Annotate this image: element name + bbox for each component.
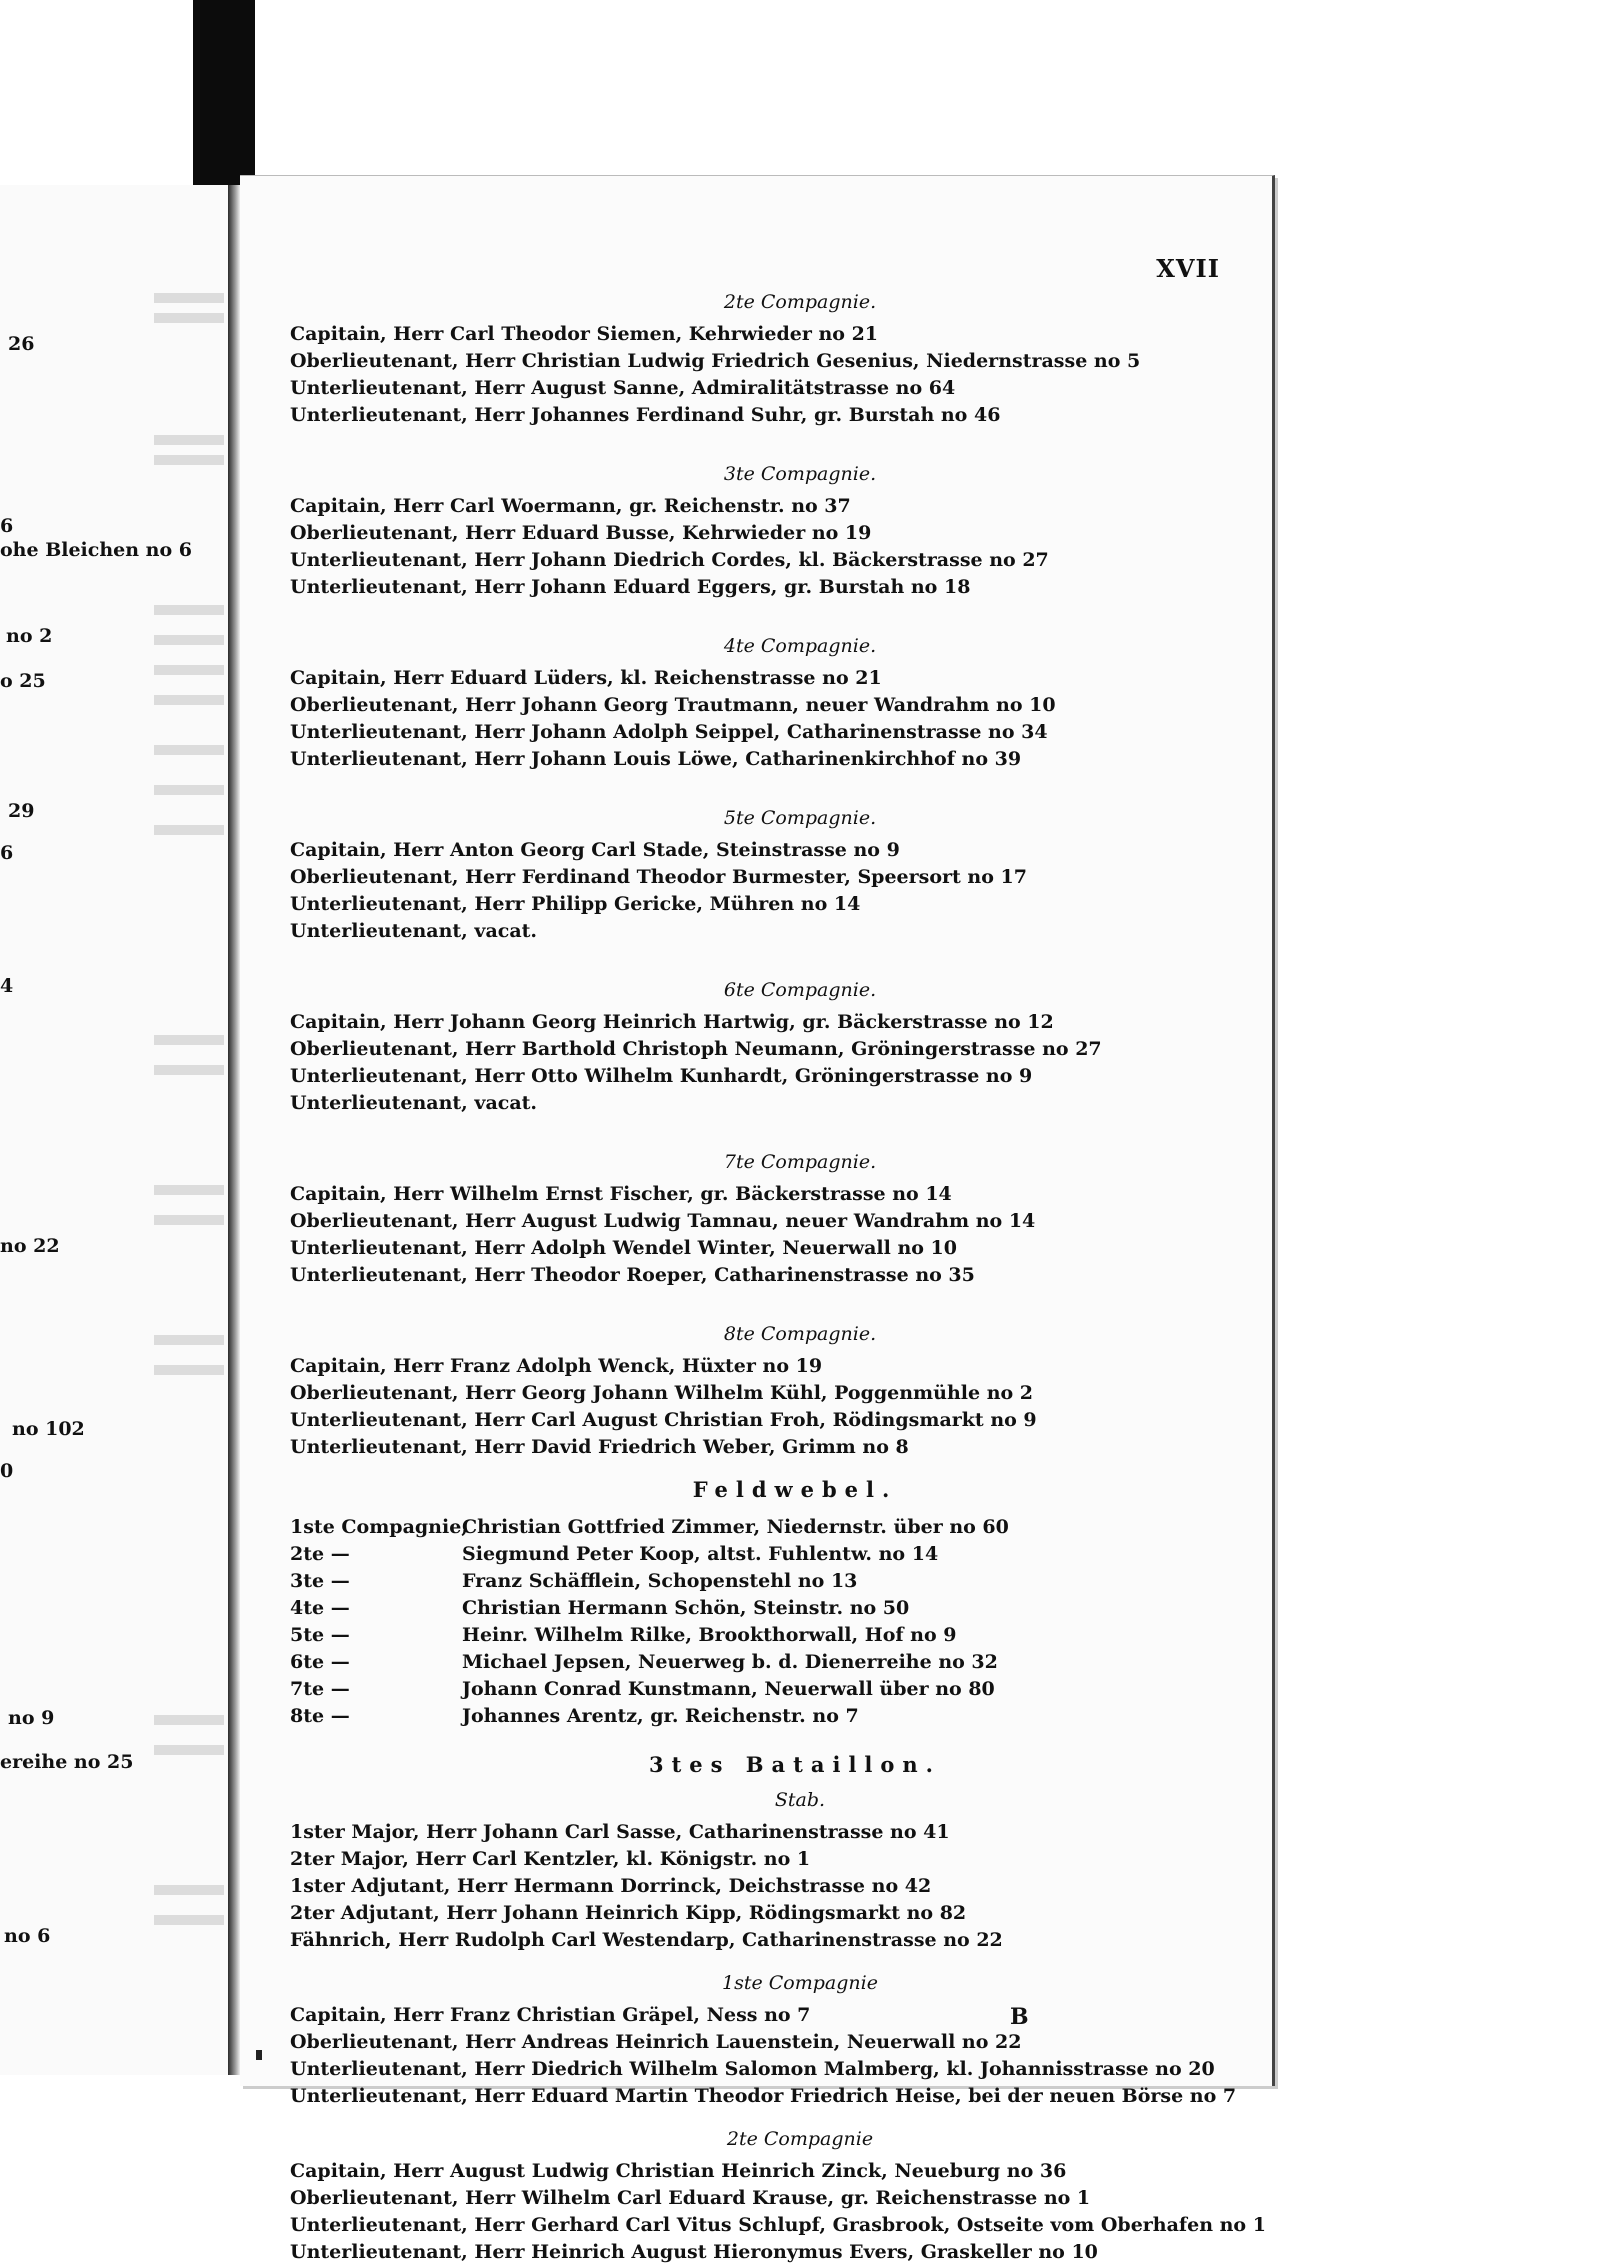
page-content xyxy=(290,291,1266,2266)
officer-entry: Oberlieutenant, Herr Christian Ludwig Friedrich Gesenius, Niedernstrasse no 5 xyxy=(290,350,1141,372)
company-list-b xyxy=(290,1789,1266,2266)
company-list-a xyxy=(290,291,1250,1461)
feldwebel-entry xyxy=(290,1622,1250,1649)
officer-entry: Unterlieutenant, vacat. xyxy=(290,920,538,942)
officer-entry: Unterlieutenant, Herr Johann Louis Löwe, Catharinenkirchhof no 39 xyxy=(290,748,1022,770)
officer-entry: Unterlieutenant, Herr August Sanne, Admiralitätstrasse no 64 xyxy=(290,377,956,399)
feldwebel-company: 5te — xyxy=(290,1624,350,1646)
page-edge-mark xyxy=(256,2050,262,2060)
officer-entry: Capitain, Herr Wilhelm Ernst Fischer, gr. Bäckerstrasse no 14 xyxy=(290,1183,952,1205)
officer-entry: Oberlieutenant, Herr Johann Georg Trautmann, neuer Wandrahm no 10 xyxy=(290,694,1056,716)
officer-entry: Capitain, Herr Anton Georg Carl Stade, Steinstrasse no 9 xyxy=(290,839,900,861)
feldwebel-list xyxy=(290,1514,1250,1730)
officer-entry: Unterlieutenant, Herr Heinrich August Hieronymus Evers, Graskeller no 10 xyxy=(290,2241,1098,2263)
facing-page-fragment: 0 xyxy=(0,1460,14,1482)
officer-entry: Unterlieutenant, Herr Diedrich Wilhelm Salomon Malmberg, kl. Johannisstrasse no 20 xyxy=(290,2058,1215,2080)
feldwebel-name-address: Heinr. Wilhelm Rilke, Brookthorwall, Hof no 9 xyxy=(462,1624,957,1646)
feldwebel-company: 6te — xyxy=(290,1651,350,1673)
feldwebel-name-address: Christian Gottfried Zimmer, Niedernstr. über no 60 xyxy=(462,1516,1009,1538)
company-heading: Stab. xyxy=(774,1789,826,1811)
facing-page-fragment: 6 xyxy=(0,515,14,537)
officer-entry: Unterlieutenant, Herr David Friedrich Weber, Grimm no 8 xyxy=(290,1436,909,1458)
company-heading: 8te Compagnie. xyxy=(723,1323,877,1345)
officer-entry: 2ter Adjutant, Herr Johann Heinrich Kipp, Rödingsmarkt no 82 xyxy=(290,1902,967,1924)
company-heading: 3te Compagnie. xyxy=(723,463,877,485)
feldwebel-company: 4te — xyxy=(290,1597,350,1619)
company-heading: 2te Compagnie xyxy=(726,2128,874,2150)
feldwebel-entry xyxy=(290,1676,1250,1703)
officer-entry: Unterlieutenant, Herr Gerhard Carl Vitus Schlupf, Grasbrook, Ostseite vom Oberhafen no 1 xyxy=(290,2214,1266,2236)
officer-entry: Oberlieutenant, Herr Wilhelm Carl Eduard Krause, gr. Reichenstrasse no 1 xyxy=(290,2187,1091,2209)
feldwebel-name-address: Michael Jepsen, Neuerweg b. d. Dienerreihe no 32 xyxy=(462,1651,998,1673)
officer-entry: Oberlieutenant, Herr Barthold Christoph Neumann, Gröningerstrasse no 27 xyxy=(290,1038,1102,1060)
page-folio: XVII xyxy=(1156,254,1220,283)
officer-entry: 1ster Major, Herr Johann Carl Sasse, Catharinenstrasse no 41 xyxy=(290,1821,950,1843)
feldwebel-company: 8te — xyxy=(290,1705,350,1727)
company-heading: 2te Compagnie. xyxy=(723,291,877,313)
feldwebel-name-address: Johann Conrad Kunstmann, Neuerwall über no 80 xyxy=(462,1678,995,1700)
feldwebel-company: 3te — xyxy=(290,1570,350,1592)
feldwebel-entry xyxy=(290,1514,1250,1541)
battalion-heading: 3tes Bataillon. xyxy=(649,1752,941,1777)
facing-page-fragment: 26 xyxy=(8,333,35,355)
officer-entry: 1ster Adjutant, Herr Hermann Dorrinck, Deichstrasse no 42 xyxy=(290,1875,932,1897)
facing-page-fragment: no 2 xyxy=(6,625,53,647)
feldwebel-entry xyxy=(290,1595,1250,1622)
page-gutter xyxy=(228,185,240,2075)
officer-entry: Capitain, Herr Eduard Lüders, kl. Reichenstrasse no 21 xyxy=(290,667,882,689)
officer-entry: Oberlieutenant, Herr Georg Johann Wilhelm Kühl, Poggenmühle no 2 xyxy=(290,1382,1034,1404)
officer-entry: Oberlieutenant, Herr Ferdinand Theodor Burmester, Speersort no 17 xyxy=(290,866,1027,888)
facing-page-fragment: no 22 xyxy=(0,1235,60,1257)
company-heading: 4te Compagnie. xyxy=(723,635,877,657)
officer-entry: Capitain, Herr Johann Georg Heinrich Hartwig, gr. Bäckerstrasse no 12 xyxy=(290,1011,1054,1033)
officer-entry: Capitain, Herr Franz Christian Gräpel, Ness no 7 xyxy=(290,2004,811,2026)
officer-entry: Capitain, Herr August Ludwig Christian Heinrich Zinck, Neueburg no 36 xyxy=(290,2160,1067,2182)
officer-entry: Unterlieutenant, Herr Johannes Ferdinand Suhr, gr. Burstah no 46 xyxy=(290,404,1001,426)
company-heading: 5te Compagnie. xyxy=(723,807,877,829)
officer-entry: Unterlieutenant, Herr Adolph Wendel Winter, Neuerwall no 10 xyxy=(290,1237,957,1259)
officer-entry: Capitain, Herr Carl Woermann, gr. Reichenstr. no 37 xyxy=(290,495,851,517)
facing-page-fragment: no 6 xyxy=(4,1925,51,1947)
feldwebel-heading: Feldwebel. xyxy=(692,1477,898,1502)
officer-entry: Capitain, Herr Franz Adolph Wenck, Hüxter no 19 xyxy=(290,1355,823,1377)
officer-entry: Unterlieutenant, Herr Johann Eduard Eggers, gr. Burstah no 18 xyxy=(290,576,971,598)
facing-page-fragment: o 25 xyxy=(0,670,46,692)
officer-entry: 2ter Major, Herr Carl Kentzler, kl. Königstr. no 1 xyxy=(290,1848,811,1870)
feldwebel-entry xyxy=(290,1649,1250,1676)
officer-entry: Unterlieutenant, Herr Johann Diedrich Cordes, kl. Bäckerstrasse no 27 xyxy=(290,549,1049,571)
officer-entry: Unterlieutenant, Herr Philipp Gericke, Mühren no 14 xyxy=(290,893,861,915)
feldwebel-company: 7te — xyxy=(290,1678,350,1700)
officer-entry: Oberlieutenant, Herr Eduard Busse, Kehrwieder no 19 xyxy=(290,522,872,544)
document-page xyxy=(240,175,1275,2263)
facing-page-fragment: 4 xyxy=(0,975,14,997)
officer-entry: Unterlieutenant, Herr Otto Wilhelm Kunhardt, Gröningerstrasse no 9 xyxy=(290,1065,1033,1087)
officer-entry: Oberlieutenant, Herr August Ludwig Tamnau, neuer Wandrahm no 14 xyxy=(290,1210,1036,1232)
feldwebel-company: 1ste Compagnie, xyxy=(290,1516,468,1538)
facing-page-fragment: ohe Bleichen no 6 xyxy=(0,539,192,561)
facing-page-fragment: no 9 xyxy=(8,1707,55,1729)
feldwebel-name-address: Johannes Arentz, gr. Reichenstr. no 7 xyxy=(462,1705,859,1727)
officer-entry: Fähnrich, Herr Rudolph Carl Westendarp, Catharinenstrasse no 22 xyxy=(290,1929,1003,1951)
company-heading: 7te Compagnie. xyxy=(723,1151,877,1173)
officer-entry: Unterlieutenant, vacat. xyxy=(290,1092,538,1114)
feldwebel-name-address: Franz Schäfflein, Schopenstehl no 13 xyxy=(462,1570,858,1592)
feldwebel-name-address: Christian Hermann Schön, Steinstr. no 50 xyxy=(462,1597,910,1619)
facing-page-fragment: ereihe no 25 xyxy=(0,1751,134,1773)
signature-mark: B xyxy=(1010,2004,1029,2030)
officer-entry: Oberlieutenant, Herr Andreas Heinrich Lauenstein, Neuerwall no 22 xyxy=(290,2031,1022,2053)
facing-page xyxy=(0,185,228,2075)
officer-entry: Capitain, Herr Carl Theodor Siemen, Kehrwieder no 21 xyxy=(290,323,879,345)
officer-entry: Unterlieutenant, Herr Johann Adolph Seippel, Catharinenstrasse no 34 xyxy=(290,721,1048,743)
feldwebel-entry xyxy=(290,1568,1250,1595)
facing-page-fragment: 6 xyxy=(0,842,14,864)
officer-entry: Unterlieutenant, Herr Carl August Christian Froh, Rödingsmarkt no 9 xyxy=(290,1409,1037,1431)
feldwebel-entry xyxy=(290,1703,1250,1730)
company-heading: 6te Compagnie. xyxy=(723,979,877,1001)
feldwebel-company: 2te — xyxy=(290,1543,350,1565)
feldwebel-entry xyxy=(290,1541,1250,1568)
officer-entry: Unterlieutenant, Herr Theodor Roeper, Catharinenstrasse no 35 xyxy=(290,1264,975,1286)
feldwebel-name-address: Siegmund Peter Koop, altst. Fuhlentw. no 14 xyxy=(462,1543,939,1565)
facing-page-fragment: no 102 xyxy=(12,1418,85,1440)
officer-entry: Unterlieutenant, Herr Eduard Martin Theodor Friedrich Heise, bei der neuen Börse no 7 xyxy=(290,2085,1237,2107)
company-heading: 1ste Compagnie xyxy=(722,1972,878,1994)
facing-page-fragment: 29 xyxy=(8,800,35,822)
